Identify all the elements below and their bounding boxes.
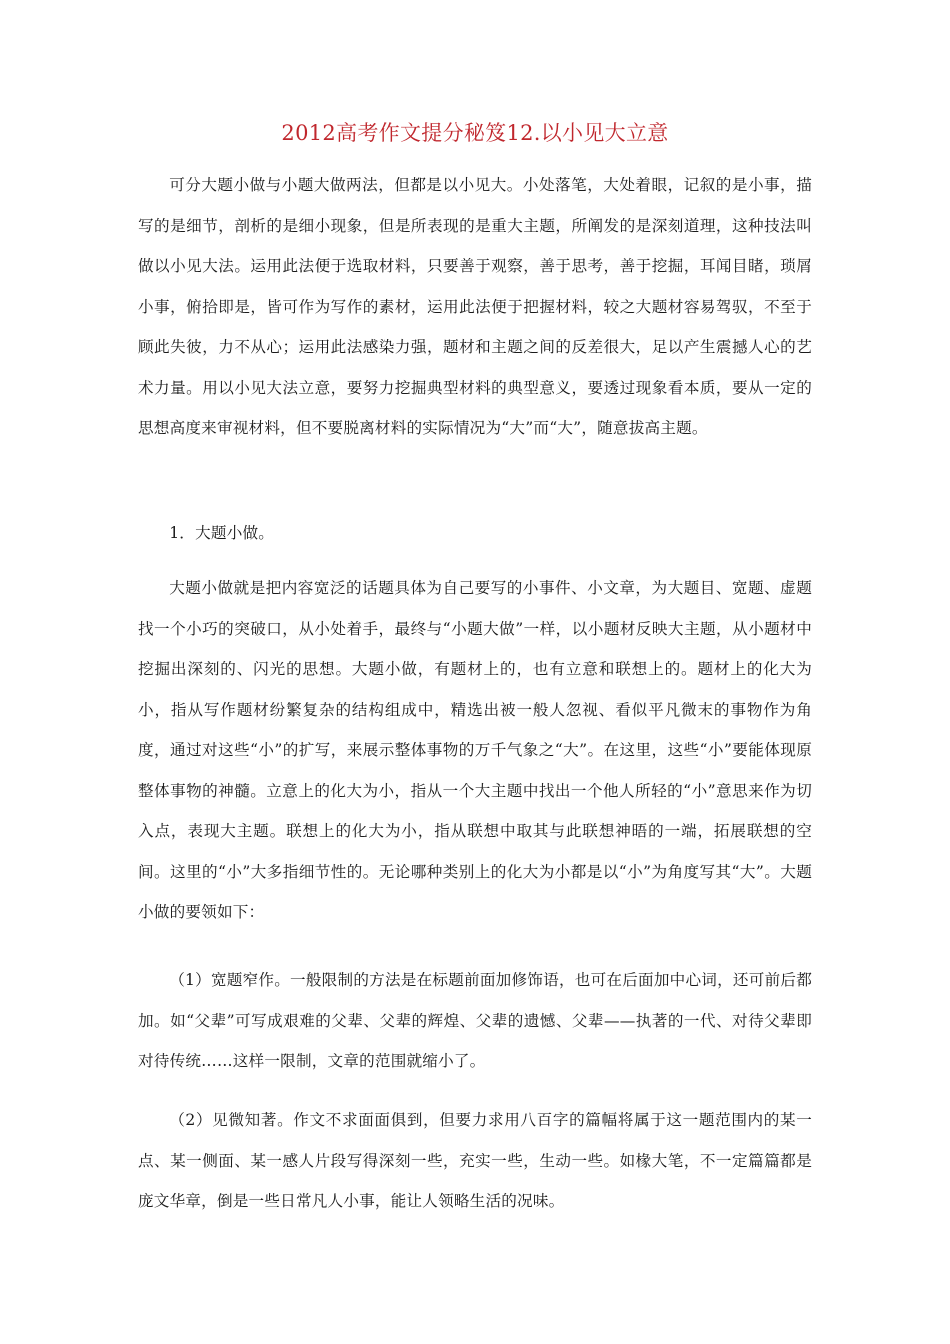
paragraph-point-2: （2）见微知著。作文不求面面俱到，但要力求用八百字的篇幅将属于这一题范围内的某一点、某一侧面、某一感人片段写得深刻一些，充实一些，生动一些。如椽大笔，不一定篇篇都是庞文华章，倒是一些日常凡人小事，能让人领略生活的况味。: [138, 1111, 812, 1210]
paragraph-intro: 可分大题小做与小题大做两法，但都是以小见大。小处落笔，大处着眼，记叙的是小事，描写的是细节，剖析的是细小现象，但是所表现的是重大主题，所阐发的是深刻道理，这种技法叫做以小见大法。运用此法便于选取材料，只要善于观察，善于思考，善于挖掘，耳闻目睹，琐屑小事，俯拾即是，皆可作为写作的素材，运用此法便于把握材料，较之大题材容易驾驭，不至于顾此失彼，力不从心；运用此法感染力强，题材和主题之间的反差很大，足以产生震撼人心的艺术力量。用以小见大法立意，要努力挖掘典型材料的典型意义，要透过现象看本质，要从一定的思想高度来审视材料，但不要脱离材料的实际情况为“大”而“大”，随意拔高主题。: [138, 176, 812, 437]
paragraph-point-1: （1）宽题窄作。一般限制的方法是在标题前面加修饰语，也可在后面加中心词，还可前后都加。如“父辈”可写成艰难的父辈、父辈的辉煌、父辈的遗憾、父辈——执著的一代、对待父辈即对待传统……这样一限制，文章的范围就缩小了。: [138, 971, 812, 1070]
document-title: 2012高考作文提分秘笈12.以小见大立意: [281, 121, 669, 145]
paragraph-big-topic-small: 大题小做就是把内容宽泛的话题具体为自己要写的小事件、小文章，为大题目、宽题、虚题找一个小巧的突破口，从小处着手，最终与“小题大做”一样，以小题材反映大主题，从小题材中挖掘出深刻的、闪光的思想。大题小做，有题材上的，也有立意和联想上的。题材上的化大为小，指从写作题材纷繁复杂的结构组成中，精选出被一般人忽视、看似平凡微末的事物作为角度，通过对这些“小”的扩写，来展示整体事物的万千气象之“大”。在这里，这些“小”要能体现原整体事物的神髓。立意上的化大为小，指从一个大主题中找出一个他人所轻的“小”意思来作为切入点，表现大主题。联想上的化大为小，指从联想中取其与此联想神晤的一端，拓展联想的空间。这里的“小”大多指细节性的。无论哪种类别上的化大为小都是以“小”为角度写其“大”。大题小做的要领如下：: [138, 579, 812, 921]
section-heading-1: 1．大题小做。: [169, 524, 275, 542]
